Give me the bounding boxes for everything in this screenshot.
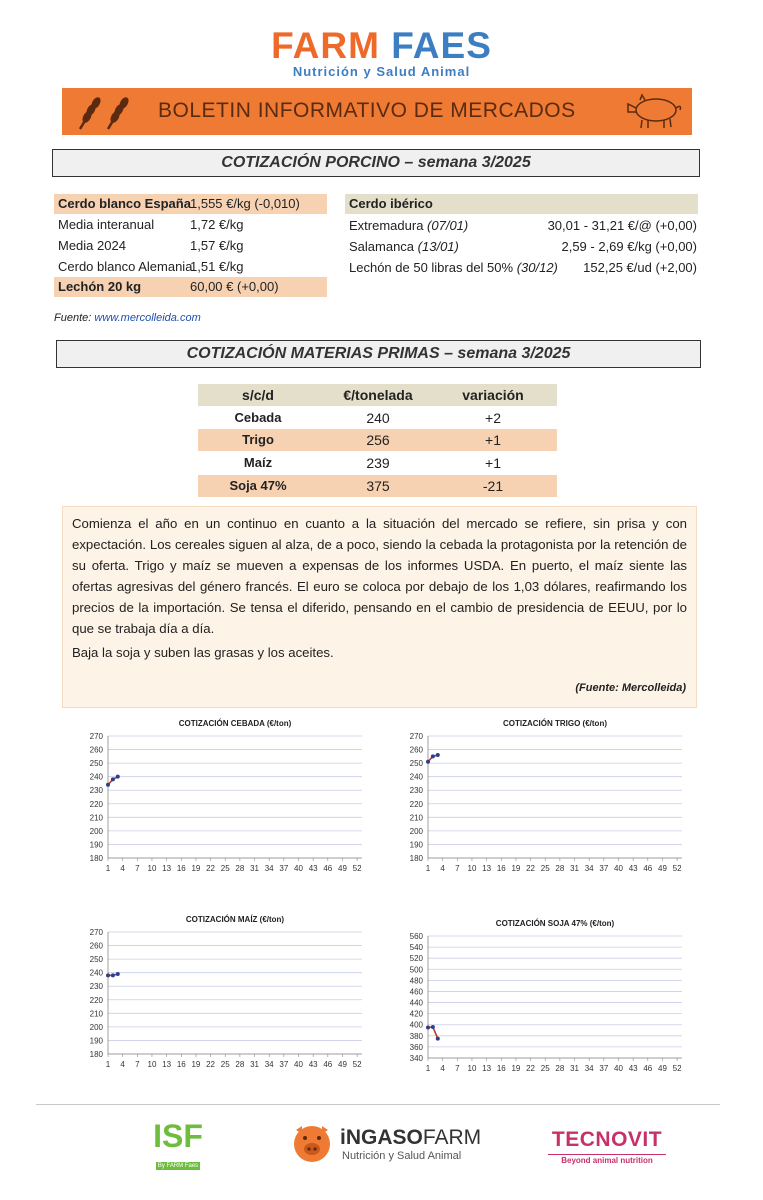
y-tick-label: 200 [89,1022,103,1032]
materias-change: +2 [485,410,501,426]
iberico-value: 30,01 - 31,21 €/@ (+0,00) [547,218,697,233]
materias-col-header: s/c/d [242,387,274,403]
x-tick-label: 37 [279,1060,289,1069]
x-tick-label: 25 [540,1064,550,1073]
data-point [111,973,115,977]
x-tick-label: 43 [308,864,318,873]
x-tick-label: 34 [264,864,274,873]
pig-icon [624,90,686,137]
banner-title: BOLETIN INFORMATIVO DE MERCADOS [158,99,576,122]
x-tick-label: 40 [614,864,623,873]
x-tick-label: 25 [220,864,230,873]
iberico-row-label [349,216,468,236]
data-point [431,1025,435,1029]
y-tick-label: 220 [89,995,103,1005]
x-tick-label: 22 [526,1064,536,1073]
materias-change: -21 [482,478,504,494]
x-tick-label: 7 [135,1060,140,1069]
x-tick-label: 28 [235,1060,245,1069]
x-tick-label: 46 [323,1060,333,1069]
x-tick-label: 40 [614,1064,623,1073]
logo-faes-text: FAES [391,25,492,66]
y-tick-label: 380 [409,1031,423,1041]
x-tick-label: 34 [584,1064,594,1073]
x-tick-label: 40 [294,864,303,873]
x-tick-label: 19 [191,864,201,873]
farm-faes-logo [0,26,763,66]
y-tick-label: 270 [89,928,103,937]
y-tick-label: 220 [89,799,103,809]
x-tick-label: 49 [338,864,347,873]
porcino-value: 1,555 €/kg (-0,010) [190,196,300,211]
x-tick-label: 10 [147,864,157,873]
x-tick-label: 7 [135,864,140,873]
y-tick-label: 210 [89,1009,103,1019]
x-tick-label: 43 [628,864,638,873]
x-tick-label: 7 [455,1064,460,1073]
data-point [116,775,120,779]
soja-chart-svg [382,912,692,1082]
data-point [111,777,115,781]
y-tick-label: 180 [89,1050,103,1059]
x-tick-label: 52 [672,864,682,873]
x-tick-label: 40 [294,1060,303,1069]
x-tick-label: 37 [599,1064,609,1073]
y-tick-label: 220 [409,799,423,809]
x-tick-label: 13 [162,864,172,873]
y-tick-label: 480 [409,976,423,986]
tecnovit-tagline: Beyond animal nutrition [548,1154,666,1165]
x-tick-label: 4 [440,1064,445,1073]
x-tick-label: 1 [425,864,431,873]
porcino-source [54,312,201,324]
cebada-chart-svg [62,712,372,882]
isf-logo [148,1118,208,1172]
data-point [431,754,435,758]
x-tick-label: 4 [120,864,125,873]
market-commentary [62,506,697,708]
iberico-region: Extremadura [349,218,424,233]
x-tick-label: 19 [191,1060,201,1069]
materias-col-header: €/tonelada [343,387,413,403]
y-tick-label: 230 [409,786,423,796]
x-tick-label: 46 [643,864,653,873]
chart-maiz [62,908,372,1083]
data-point [436,1037,440,1041]
x-tick-label: 10 [147,1060,157,1069]
commentary-paragraph: Baja la soja y suben las grasas y los aceites. [72,645,334,660]
x-tick-label: 46 [323,864,333,873]
y-tick-label: 180 [89,854,103,863]
y-tick-label: 240 [409,772,423,782]
y-tick-label: 210 [89,813,103,823]
porcino-label: Media interanual [58,217,155,232]
footer-divider [36,1104,720,1105]
isf-logo-sub: By FARM Faes [157,1163,199,1169]
x-tick-label: 25 [540,864,550,873]
trigo-chart-svg [382,712,692,882]
x-tick-label: 31 [250,1060,259,1069]
x-tick-label: 22 [526,864,536,873]
materias-price: 240 [366,410,390,426]
y-tick-label: 190 [89,1036,103,1046]
iberico-row-label [349,237,459,257]
y-tick-label: 250 [89,759,103,769]
materias-name: Cebada [234,410,282,425]
x-tick-label: 28 [555,1064,565,1073]
porcino-section-title: COTIZACIÓN PORCINO – semana 3/2025 [52,149,700,177]
y-tick-label: 190 [89,840,103,850]
y-tick-label: 270 [409,732,423,741]
chart-title: COTIZACIÓN MAÍZ (€/ton) [185,915,285,924]
commentary-paragraph: Comienza el año en un continuo en cuanto a la situación del mercado se refiere, sin prisa y con expectación. Los cereales siguen al alza, de a poco, siendo la cebada la protagonista por la retención de su oferta. Trigo y maíz se mueven a expensas de los informes USDA. En puerto, el maíz siente las ofertas agresivas del género francés. El euro se coloca por debajo de los 1,03 dólares, reafirmando los precios de la importación. Se tensa el diferido, pensando en el cambio de presidencia de EEUU, por lo que se trabaja día a día. [72,516,687,636]
y-tick-label: 240 [89,968,103,978]
ingaso-farm-text: FARM [422,1126,482,1149]
materias-name: Trigo [242,432,274,447]
x-tick-label: 22 [206,864,216,873]
y-tick-label: 180 [409,854,423,863]
iberico-header: Cerdo ibérico [349,196,433,211]
logo-tagline: Nutrición y Salud Animal [292,64,471,79]
materias-price: 256 [366,432,390,448]
x-tick-label: 37 [279,864,289,873]
source-label: Fuente: [54,312,92,324]
x-tick-label: 13 [482,864,492,873]
x-tick-label: 10 [467,864,477,873]
y-tick-label: 520 [409,954,423,964]
tecnovit-logo [548,1128,666,1165]
materias-section-title: COTIZACIÓN MATERIAS PRIMAS – semana 3/2025 [56,340,701,368]
y-tick-label: 260 [89,941,103,951]
y-tick-label: 190 [409,840,423,850]
materias-name: Maíz [243,455,273,470]
commentary-source: (Fuente: Mercolleida) [575,682,686,694]
y-tick-label: 540 [409,943,423,953]
data-point [426,1026,430,1030]
data-point [106,973,110,977]
y-tick-label: 500 [409,965,423,975]
x-tick-label: 1 [105,864,111,873]
x-tick-label: 34 [584,864,594,873]
x-tick-label: 7 [455,864,460,873]
x-tick-label: 46 [643,1064,653,1073]
x-tick-label: 25 [220,1060,230,1069]
x-tick-label: 52 [352,1060,362,1069]
y-tick-label: 360 [409,1042,423,1052]
x-tick-label: 22 [206,1060,216,1069]
porcino-value: 1,51 €/kg [190,259,244,274]
data-point [106,783,110,787]
x-tick-label: 49 [658,1064,667,1073]
y-tick-label: 260 [89,745,103,755]
x-tick-label: 37 [599,864,609,873]
y-tick-label: 260 [409,745,423,755]
y-tick-label: 250 [89,955,103,965]
data-point [426,760,430,764]
y-tick-label: 560 [409,932,423,941]
x-tick-label: 43 [308,1060,318,1069]
isf-logo-text: ISF [153,1118,203,1154]
x-tick-label: 16 [496,864,506,873]
y-tick-label: 270 [89,732,103,741]
porcino-value: 60,00 € (+0,00) [190,279,279,294]
x-tick-label: 49 [338,1060,347,1069]
porcino-label: Cerdo blanco España [58,196,191,211]
x-tick-label: 4 [120,1060,125,1069]
wheat-icon [76,93,136,136]
iberico-date: (13/01) [417,239,459,254]
iberico-region: Salamanca [349,239,415,254]
x-tick-label: 43 [628,1064,638,1073]
x-tick-label: 28 [235,864,245,873]
x-tick-label: 52 [352,864,362,873]
materias-change: +1 [485,432,501,448]
bulletin-banner [62,88,692,135]
chart-soja [382,912,692,1087]
x-tick-label: 13 [482,1064,492,1073]
x-tick-label: 1 [105,1060,111,1069]
materias-name: Soja 47% [229,478,287,493]
chart-title: COTIZACIÓN CEBADA (€/ton) [178,719,292,728]
x-tick-label: 16 [496,1064,506,1073]
x-tick-label: 31 [570,864,579,873]
porcino-label: Lechón 20 kg [58,279,142,294]
x-tick-label: 16 [176,864,186,873]
x-tick-label: 34 [264,1060,274,1069]
ingaso-tagline: Nutrición y Salud Animal [342,1150,462,1162]
x-tick-label: 16 [176,1060,186,1069]
y-tick-label: 210 [409,813,423,823]
iberico-value: 2,59 - 2,69 €/kg (+0,00) [561,239,697,254]
chart-trigo [382,712,692,887]
chart-title: COTIZACIÓN TRIGO (€/ton) [503,719,607,728]
iberico-region: Lechón de 50 libras del 50% [349,260,514,275]
y-tick-label: 460 [409,987,423,997]
iberico-value: 152,25 €/ud (+2,00) [583,260,697,275]
x-tick-label: 13 [162,1060,172,1069]
y-tick-label: 440 [409,998,423,1008]
x-tick-label: 28 [555,864,565,873]
chart-title: COTIZACIÓN SOJA 47% (€/ton) [495,919,615,928]
iberico-date: (07/01) [427,218,469,233]
y-tick-label: 420 [409,1009,423,1019]
data-point [436,753,440,757]
porcino-label: Media 2024 [58,238,126,253]
pig-face-icon [290,1122,336,1166]
y-tick-label: 230 [89,982,103,992]
maiz-chart-svg [62,908,372,1078]
y-tick-label: 340 [409,1054,423,1063]
porcino-value: 1,72 €/kg [190,217,244,232]
x-tick-label: 19 [511,864,521,873]
data-point [116,972,120,976]
y-tick-label: 200 [409,826,423,836]
x-tick-label: 31 [570,1064,579,1073]
mercolleida-link[interactable]: www.mercolleida.com [94,312,201,324]
materias-col-header: variación [462,387,524,403]
logo-farm-text: FARM [271,25,380,66]
x-tick-label: 19 [511,1064,521,1073]
x-tick-label: 10 [467,1064,477,1073]
y-tick-label: 230 [89,786,103,796]
tecnovit-text: TECNOVIT [551,1128,663,1151]
x-tick-label: 4 [440,864,445,873]
materias-price: 375 [366,478,390,494]
y-tick-label: 240 [89,772,103,782]
iberico-date: (30/12) [516,260,558,275]
x-tick-label: 52 [672,1064,682,1073]
materias-price: 239 [366,455,390,471]
x-tick-label: 1 [425,1064,431,1073]
porcino-label: Cerdo blanco Alemania [58,259,193,274]
x-tick-label: 31 [250,864,259,873]
ingaso-bold-text: iNGASO [340,1126,423,1149]
y-tick-label: 200 [89,826,103,836]
chart-cebada [62,712,372,887]
iberico-row-label [349,258,558,278]
y-tick-label: 400 [409,1020,423,1030]
y-tick-label: 250 [409,759,423,769]
porcino-value: 1,57 €/kg [190,238,244,253]
materias-change: +1 [485,455,501,471]
x-tick-label: 49 [658,864,667,873]
